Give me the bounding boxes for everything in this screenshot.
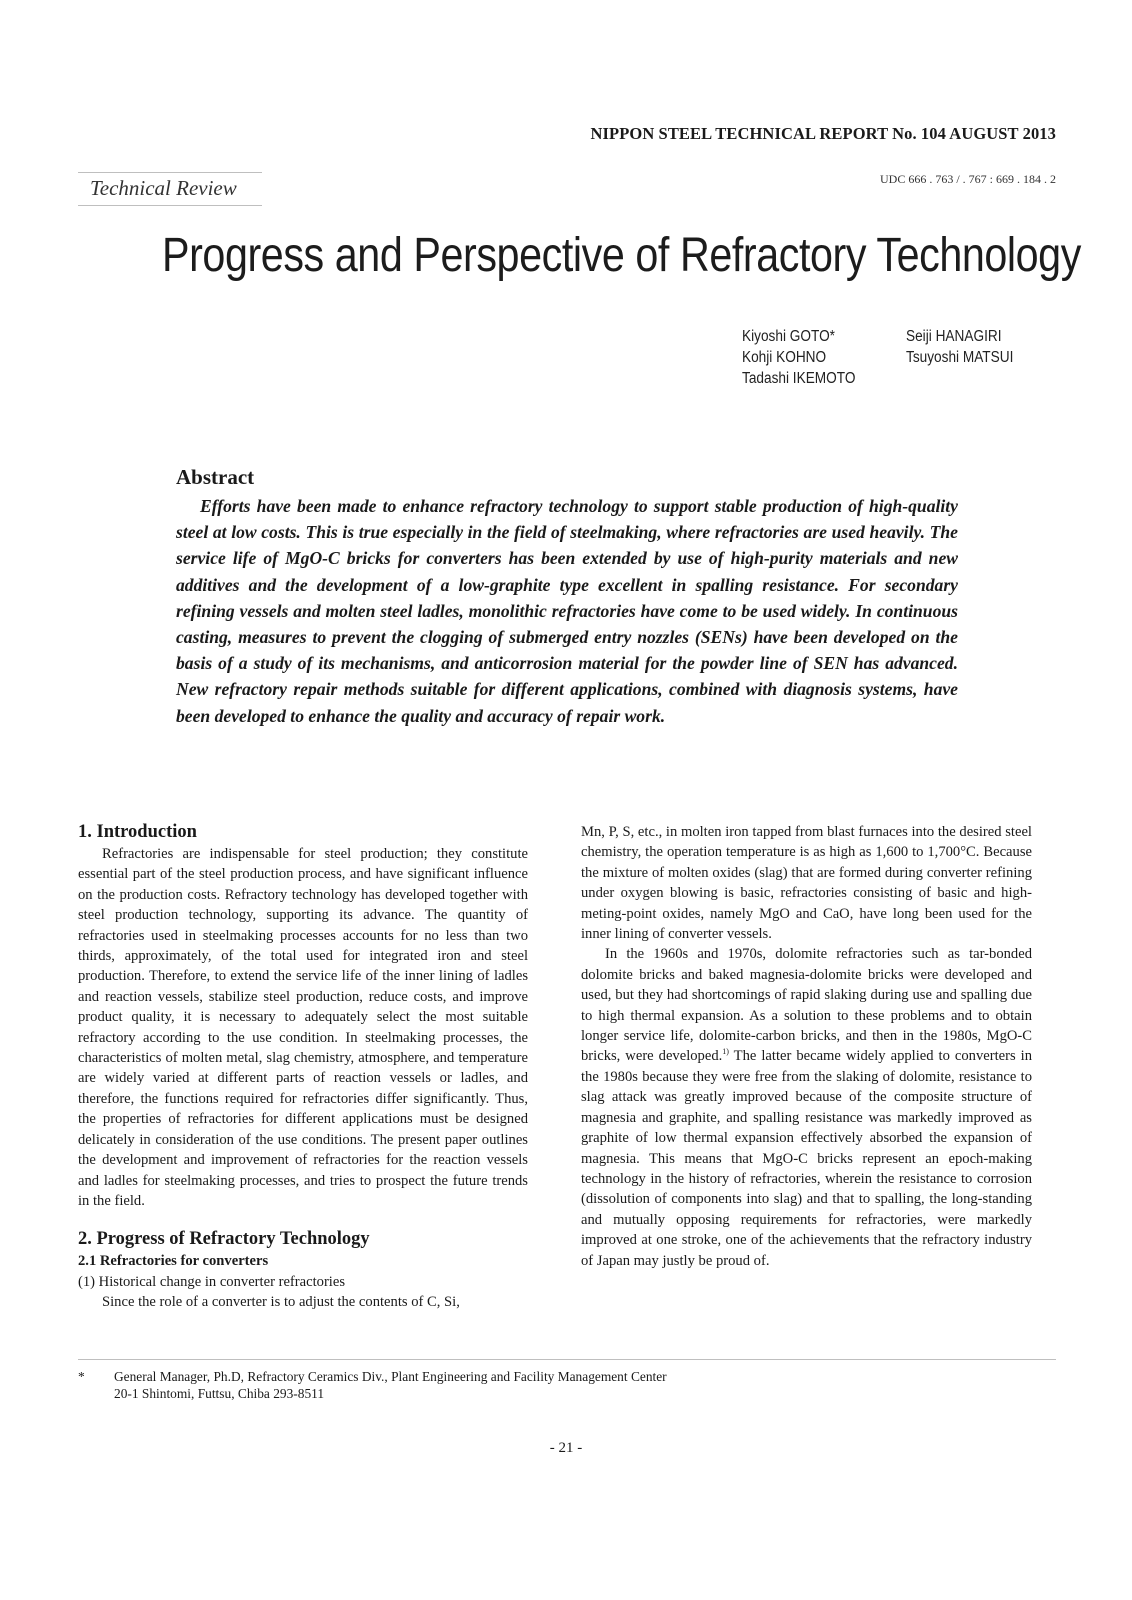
paragraph: Mn, P, S, etc., in molten iron tapped from blast furnaces into the desired steel chemistry, the operation temperature is as high as 1,600 to 1,700°C. Because the mixture of molten oxides (slag) that are formed during converter refining under oxygen blowing is basic, refractories consisting of basic and high-meting-point oxides, namely MgO and CaO, have long been used for the inner lining of converter vessels. xyxy=(581,824,1032,943)
footnote-divider xyxy=(78,1359,1056,1360)
author: Kiyoshi GOTO* xyxy=(742,328,835,345)
paragraph xyxy=(581,944,1032,1271)
journal-header: NIPPON STEEL TECHNICAL REPORT No. 104 AUGUST 2013 xyxy=(590,124,1056,143)
section-heading-progress: 2. Progress of Refractory Technology xyxy=(78,1229,370,1250)
footnote-affiliation: General Manager, Ph.D, Refractory Ceramics Div., Plant Engineering and Facility Management Center xyxy=(114,1369,667,1384)
footnote xyxy=(78,1368,667,1402)
abstract-heading: Abstract xyxy=(176,465,255,489)
footnote-address: 20-1 Shintomi, Futtsu, Chiba 293-8511 xyxy=(114,1386,325,1401)
paper-title: Progress and Perspective of Refractory Technology xyxy=(162,229,1081,282)
author: Tadashi IKEMOTO xyxy=(742,370,856,387)
author: Seiji HANAGIRI xyxy=(906,328,1002,345)
page-number: - 21 - xyxy=(549,1440,583,1456)
paragraph: Refractories are indispensable for steel production; they constitute essential part of the steel production process, and have significant influence on the production costs. Refractory technology has developed together with steel production technology, supporting its advance. The quantity of refractories used in steelmaking processes accounts for no less than two thirds, approximately, of the total used for integrated iron and steel production. Therefore, to extend the service life of the inner lining of ladles and reaction vessels, stabilize steel production, reduce costs, and improve product quality, it is necessary to adequately select the most suitable refractory according to the use condition. In steelmaking processes, the characteristics of molten metal, slag chemistry, atmosphere, and temperature are widely varied at different parts of reaction vessels or ladles, and therefore, the functions required for refractories differ significantly. Thus, the properties of refractories for different applications must be designed delicately in consideration of the use conditions. The present paper outlines the development and improvement of refractories for the reaction vessels and ladles for steelmaking processes, and tries to prospect the future trends in the field. xyxy=(78,846,528,1209)
udc-code: UDC 666 . 763 / . 767 : 669 . 184 . 2 xyxy=(879,172,1056,186)
paragraph: Since the role of a converter is to adjust the contents of C, Si, xyxy=(102,1294,460,1311)
paragraph-text: The latter became widely applied to converters in the 1980s because they were free from the slaking of dolomite, resistance to slag attack was greatly improved because of the composite structure of magnesia and graphite, and spalling resistance was markedly improved as graphite of low thermal expansion effectively absorbed the expansion of magnesia. This means that MgO-C bricks represent an epoch-making technology in the history of refractories, wherein the resistance to corrosion (dissolution of components into slag) and that to spalling, the long-standing and mutually opposing requirements for refractories, were markedly improved at one stroke, one of the achievements that the refractory industry of Japan may justly be proud of. xyxy=(581,1048,1032,1269)
author-list-left xyxy=(742,326,855,389)
item-heading: (1) Historical change in converter refractories xyxy=(78,1273,346,1290)
author-list-right xyxy=(906,326,1013,368)
section-tag xyxy=(78,172,262,206)
author: Tsuyoshi MATSUI xyxy=(906,349,1014,366)
subsection-heading: 2.1 Refractories for converters xyxy=(78,1253,269,1270)
section-tag-label: Technical Review xyxy=(90,176,237,200)
column-left xyxy=(78,820,528,1313)
author: Kohji KOHNO xyxy=(742,349,827,366)
section-heading-introduction: 1. Introduction xyxy=(78,822,197,842)
column-right xyxy=(581,822,1032,1271)
footnote-mark: * xyxy=(78,1369,85,1384)
abstract-text: Efforts have been made to enhance refractory technology to support stable production of high-quality steel at low costs. This is true especially in the field of steelmaking, where refractories are used heavily. The service life of MgO-C bricks for converters has been extended by use of high-purity materials and new additives and the development of a low-graphite type excellent in spalling resistance. For secondary refining vessels and molten steel ladles, monolithic refractories have come to be used widely. In continuous casting, measures to prevent the clogging of submerged entry nozzles (SENs) have been developed on the basis of a study of its mechanisms, and anticorrosion material for the powder line of SEN has advanced. New refractory repair methods suitable for different applications, combined with diagnosis systems, have been developed to enhance the quality and accuracy of repair work. xyxy=(176,496,958,726)
reference-mark: 1) xyxy=(722,1047,729,1057)
paragraph-text: In the 1960s and 1970s, dolomite refractories such as tar-bonded dolomite bricks and baked magnesia-dolomite bricks were developed and used, but they had shortcomings of rapid slaking during use and spalling due to high thermal expansion. As a solution to these problems and to obtain longer service life, dolomite-carbon bricks, and then in the 1980s, MgO-C bricks, were developed. xyxy=(581,946,1032,1065)
